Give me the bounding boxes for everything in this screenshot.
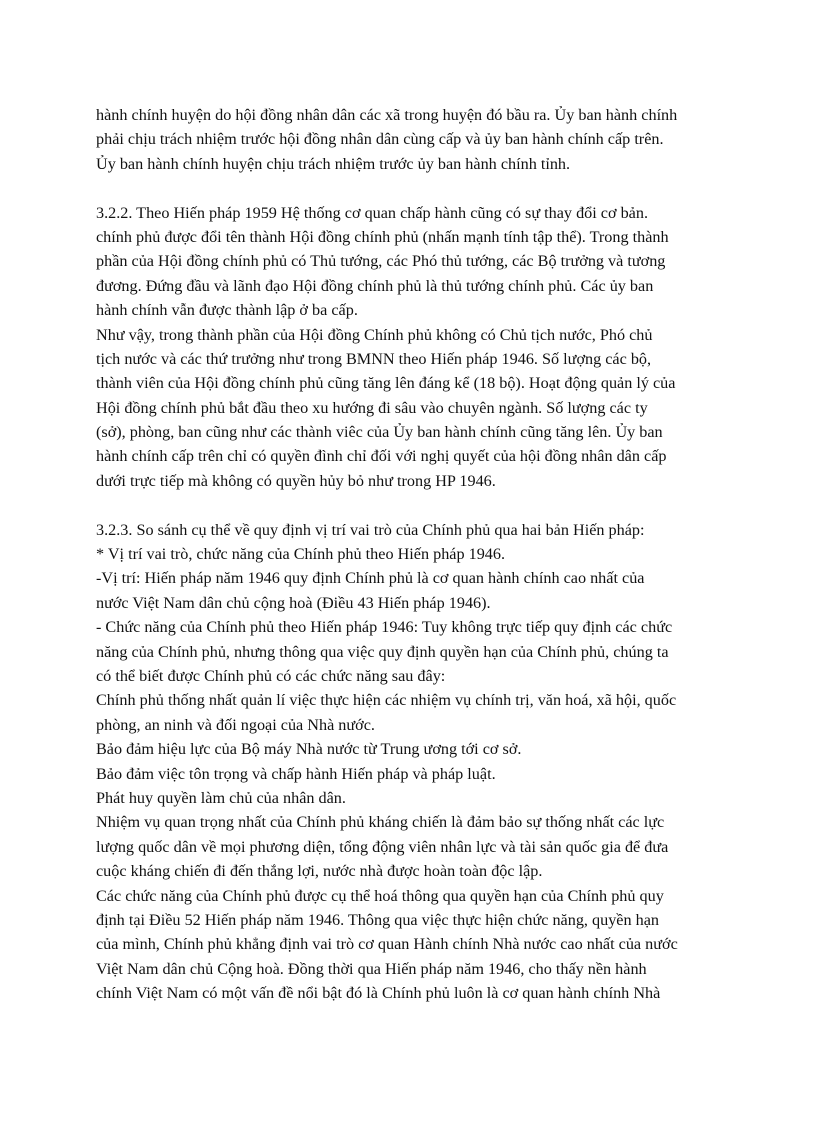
text-line: Bảo đảm hiệu lực của Bộ máy Nhà nước từ Trung ương tới cơ sở. bbox=[96, 740, 522, 759]
text-line: -Vị trí: Hiến pháp năm 1946 quy định Chính phủ là cơ quan hành chính cao nhất của bbox=[96, 569, 645, 588]
text-line: Việt Nam dân chủ Cộng hoà. Đồng thời qua Hiến pháp năm 1946, cho thấy nền hành bbox=[96, 959, 647, 978]
paragraph-2 bbox=[96, 201, 736, 494]
section-heading-3-2-2: 3.2.2. Theo Hiến pháp 1959 Hệ thống cơ quan chấp hành cũng có sự thay đổi cơ bản. bbox=[96, 203, 649, 222]
paragraph-spacer bbox=[96, 493, 736, 517]
text-line: hành chính vẫn được thành lập ở ba cấp. bbox=[96, 301, 358, 320]
text-line: Các chức năng của Chính phủ được cụ thể hoá thông qua quyền hạn của Chính phủ quy bbox=[96, 886, 664, 905]
text-line: phải chịu trách nhiệm trước hội đồng nhân dân cùng cấp và ủy ban hành chính cấp trên. bbox=[96, 130, 664, 149]
text-line: thành viên của Hội đồng chính phủ cũng tăng lên đáng kể (18 bộ). Hoạt động quản lý của bbox=[96, 374, 676, 393]
text-line: phần của Hội đồng chính phủ có Thủ tướng, các Phó thủ tướng, các Bộ trưởng và tương bbox=[96, 252, 666, 271]
text-line: của mình, Chính phủ khẳng định vai trò cơ quan Hành chính Nhà nước cao nhất của nước bbox=[96, 935, 678, 954]
text-line: * Vị trí vai trò, chức năng của Chính phủ theo Hiến pháp 1946. bbox=[96, 545, 506, 564]
text-line: dưới trực tiếp mà không có quyền hủy bỏ như trong HP 1946. bbox=[96, 471, 496, 490]
text-line: có thể biết được Chính phủ có các chức năng sau đây: bbox=[96, 666, 446, 685]
text-line: Phát huy quyền làm chủ của nhân dân. bbox=[96, 788, 346, 807]
text-line: lượng quốc dân về mọi phương diện, tổng động viên nhân lực và tài sản quốc gia để đưa bbox=[96, 837, 669, 856]
text-line: chính Việt Nam có một vấn đề nổi bật đó là Chính phủ luôn là cơ quan hành chính Nhà bbox=[96, 984, 661, 1003]
text-line: chính phủ được đổi tên thành Hội đồng chính phủ (nhấn mạnh tính tập thể). Trong thành bbox=[96, 227, 669, 246]
text-line: Như vậy, trong thành phần của Hội đồng Chính phủ không có Chủ tịch nước, Phó chủ bbox=[96, 325, 653, 344]
text-line: tịch nước và các thứ trưởng như trong BMNN theo Hiến pháp 1946. Số lượng các bộ, bbox=[96, 349, 652, 368]
text-line: Ủy ban hành chính huyện chịu trách nhiệm trước ủy ban hành chính tỉnh. bbox=[96, 154, 571, 173]
text-line: Bảo đảm việc tôn trọng và chấp hành Hiến pháp và pháp luật. bbox=[96, 764, 496, 783]
text-line: cuộc kháng chiến đi đến thắng lợi, nước nhà được hoàn toàn độc lập. bbox=[96, 862, 543, 881]
text-line: đương. Đứng đầu và lãnh đạo Hội đồng chính phủ là thủ tướng chính phủ. Các ủy ban bbox=[96, 276, 654, 295]
text-line: hành chính huyện do hội đồng nhân dân các xã trong huyện đó bầu ra. Ủy ban hành chính bbox=[96, 106, 678, 124]
text-line: (sở), phòng, ban cũng như các thành viêc của Ủy ban hành chính cũng tăng lên. Ủy ban bbox=[96, 423, 663, 442]
text-line: năng của Chính phủ, nhưng thông qua việc quy định quyền hạn của Chính phủ, chúng ta bbox=[96, 642, 669, 661]
section-heading-3-2-3: 3.2.3. So sánh cụ thể về quy định vị trí vai trò của Chính phủ qua hai bản Hiến pháp: bbox=[96, 520, 645, 539]
text-line: Nhiệm vụ quan trọng nhất của Chính phủ kháng chiến là đảm bảo sự thống nhất các lực bbox=[96, 813, 665, 832]
text-line: định tại Điều 52 Hiến pháp năm 1946. Thông qua việc thực hiện chức năng, quyền hạn bbox=[96, 910, 659, 929]
text-line: hành chính cấp trên chỉ có quyền đình chỉ đối với nghị quyết của hội đồng nhân dân cấp bbox=[96, 447, 667, 466]
paragraph-3 bbox=[96, 518, 736, 1006]
text-line: - Chức năng của Chính phủ theo Hiến pháp 1946: Tuy không trực tiếp quy định các chức bbox=[96, 618, 673, 637]
text-line: phòng, an ninh và đối ngoại của Nhà nước. bbox=[96, 715, 375, 734]
text-line: nước Việt Nam dân chủ cộng hoà (Điều 43 Hiến pháp 1946). bbox=[96, 593, 491, 612]
text-line: Chính phủ thống nhất quản lí việc thực hiện các nhiệm vụ chính trị, văn hoá, xã hội, quốc bbox=[96, 691, 677, 710]
document-body bbox=[96, 103, 736, 1005]
paragraph-spacer bbox=[96, 176, 736, 200]
paragraph-1 bbox=[96, 103, 736, 176]
text-line: Hội đồng chính phủ bắt đầu theo xu hướng đi sâu vào chuyên ngành. Số lượng các ty bbox=[96, 398, 648, 417]
